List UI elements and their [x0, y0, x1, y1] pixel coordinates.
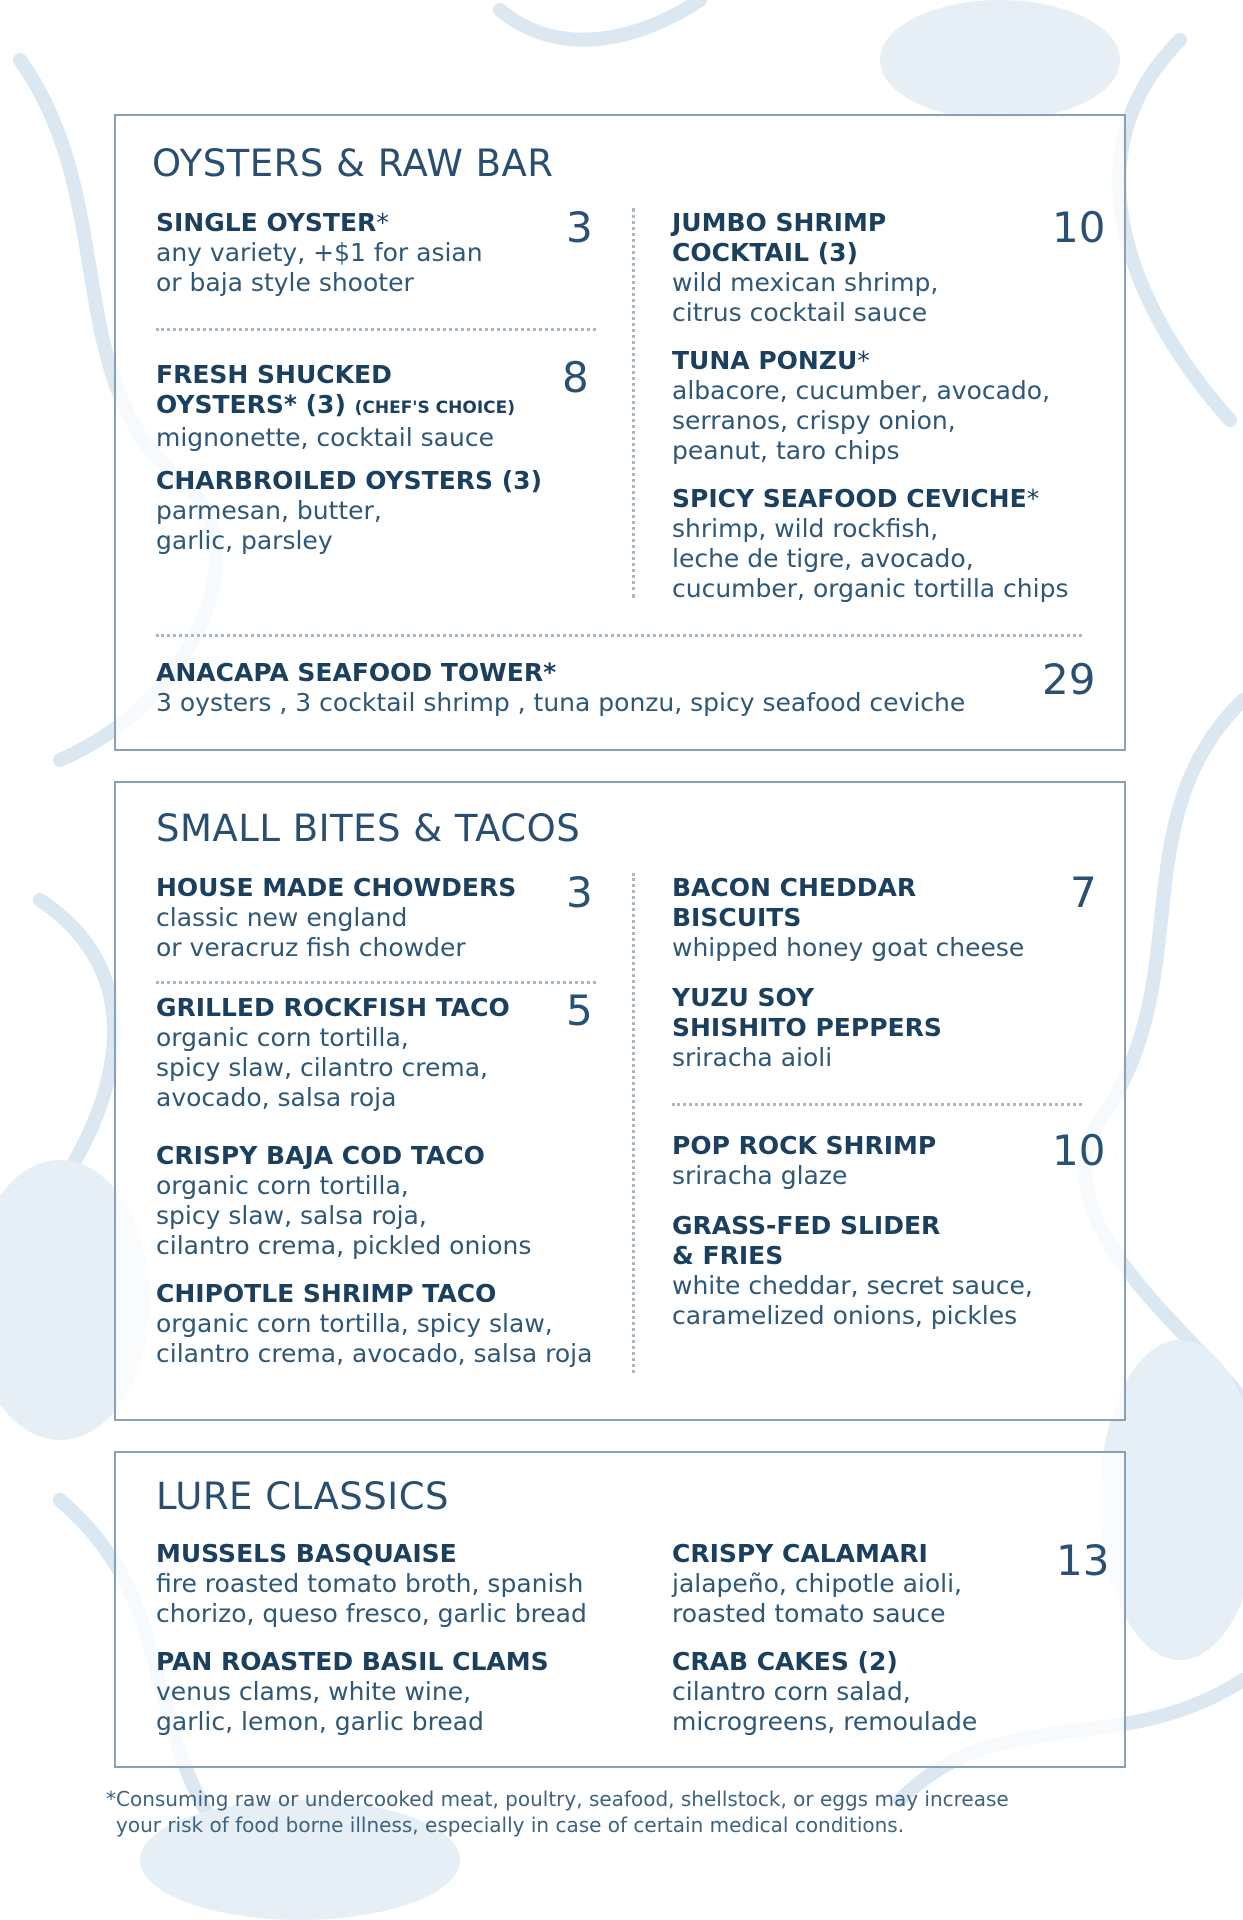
item-name: ANACAPA SEAFOOD TOWER*	[156, 658, 557, 687]
item-name: YUZU SOY	[672, 983, 815, 1012]
disclaimer-line: your risk of food borne illness, especially in case of certain medical conditions.	[116, 1813, 905, 1837]
item-desc: or baja style shooter	[156, 268, 414, 297]
item-name: CHIPOTLE SHRIMP TACO	[156, 1279, 497, 1308]
item-desc: organic corn tortilla,	[156, 1023, 409, 1052]
column-divider	[632, 873, 635, 1373]
menu-item-house-made-chowders	[156, 873, 516, 963]
item-name: GRILLED ROCKFISH TACO	[156, 993, 510, 1022]
item-desc: caramelized onions, pickles	[672, 1301, 1018, 1330]
item-desc: parmesan, butter,	[156, 496, 382, 525]
item-desc: chorizo, queso fresco, garlic bread	[156, 1599, 587, 1628]
item-desc: or veracruz fish chowder	[156, 933, 466, 962]
item-name: GRASS-FED SLIDER	[672, 1211, 941, 1240]
menu-item-chipotle-shrimp-taco	[156, 1279, 592, 1369]
item-desc: venus clams, white wine,	[156, 1677, 472, 1706]
item-price: 3	[566, 203, 593, 252]
dotted-divider	[156, 981, 596, 984]
item-desc: white cheddar, secret sauce,	[672, 1271, 1033, 1300]
item-desc: spicy slaw, salsa roja,	[156, 1201, 427, 1230]
item-price: 10	[1052, 203, 1106, 252]
menu-item-grilled-rockfish-taco	[156, 993, 510, 1113]
item-price: 29	[1042, 655, 1096, 704]
item-desc: whipped honey goat cheese	[672, 933, 1025, 962]
menu-item-bacon-cheddar-biscuits	[672, 873, 1024, 963]
item-name: SINGLE OYSTER	[156, 208, 377, 237]
item-desc: albacore, cucumber, avocado,	[672, 376, 1051, 405]
item-price: 13	[1056, 1536, 1110, 1585]
section-oysters-raw-bar	[114, 114, 1126, 751]
item-desc: serranos, crispy onion,	[672, 406, 956, 435]
menu-item-anacapa-seafood-tower	[156, 658, 965, 718]
item-desc: 3 oysters , 3 cocktail shrimp , tuna ponzu, spicy seafood ceviche	[156, 688, 966, 717]
menu-item-crispy-calamari	[672, 1539, 962, 1629]
item-desc: microgreens, remoulade	[672, 1707, 978, 1736]
item-desc: organic corn tortilla, spicy slaw,	[156, 1309, 553, 1338]
item-desc: sriracha aioli	[672, 1043, 833, 1072]
item-star: *	[1026, 484, 1040, 513]
item-name: SHISHITO PEPPERS	[672, 1013, 942, 1042]
item-note: (CHEF'S CHOICE)	[354, 398, 516, 418]
dotted-divider	[672, 1103, 1082, 1106]
item-name: FRESH SHUCKED	[156, 360, 392, 389]
item-name: CRISPY CALAMARI	[672, 1539, 928, 1568]
item-desc: any variety, +$1 for asian	[156, 238, 483, 267]
item-name: & FRIES	[672, 1241, 784, 1270]
item-name: POP ROCK SHRIMP	[672, 1131, 937, 1160]
section-title: OYSTERS & RAW BAR	[152, 142, 554, 185]
item-desc: cucumber, organic tortilla chips	[672, 574, 1069, 603]
menu-item-mussels-basquaise	[156, 1539, 587, 1629]
section-title: SMALL BITES & TACOS	[156, 807, 581, 850]
menu-item-tuna-ponzu	[672, 346, 1050, 466]
item-desc: cilantro crema, avocado, salsa roja	[156, 1339, 593, 1368]
menu-item-fresh-shucked-oysters	[156, 360, 515, 453]
item-star: *	[376, 208, 389, 237]
item-name: BISCUITS	[672, 903, 802, 932]
health-disclaimer	[106, 1786, 1009, 1838]
menu-item-jumbo-shrimp-cocktail	[672, 208, 938, 328]
item-price: 7	[1070, 868, 1097, 917]
item-name: MUSSELS BASQUAISE	[156, 1539, 457, 1568]
item-price: 10	[1052, 1126, 1106, 1175]
item-name: PAN ROASTED BASIL CLAMS	[156, 1647, 549, 1676]
menu-item-charbroiled-oysters	[156, 466, 542, 556]
menu-item-pop-rock-shrimp	[672, 1131, 936, 1191]
item-name: JUMBO SHRIMP	[672, 208, 887, 237]
item-desc: fire roasted tomato broth, spanish	[156, 1569, 584, 1598]
item-price: 5	[566, 986, 593, 1035]
item-name: OYSTERS* (3)	[156, 390, 346, 419]
item-desc: organic corn tortilla,	[156, 1171, 409, 1200]
column-divider	[632, 208, 635, 598]
item-desc: garlic, lemon, garlic bread	[156, 1707, 484, 1736]
item-desc: cilantro corn salad,	[672, 1677, 911, 1706]
section-title: LURE CLASSICS	[156, 1475, 450, 1518]
disclaimer-line: *Consuming raw or undercooked meat, poultry, seafood, shellstock, or eggs may increase	[106, 1787, 1009, 1811]
item-desc: shrimp, wild rockfish,	[672, 514, 939, 543]
menu-item-crab-cakes	[672, 1647, 977, 1737]
item-name: HOUSE MADE CHOWDERS	[156, 873, 517, 902]
item-desc: mignonette, cocktail sauce	[156, 423, 494, 452]
menu-item-grass-fed-slider-fries	[672, 1211, 1033, 1331]
item-desc: wild mexican shrimp,	[672, 268, 939, 297]
section-small-bites-tacos	[114, 781, 1126, 1421]
item-price: 8	[562, 353, 589, 402]
item-desc: citrus cocktail sauce	[672, 298, 928, 327]
dotted-divider	[156, 634, 1082, 637]
item-desc: roasted tomato sauce	[672, 1599, 946, 1628]
section-lure-classics	[114, 1451, 1126, 1768]
item-name: CRISPY BAJA COD TACO	[156, 1141, 485, 1170]
item-name: SPICY SEAFOOD CEVICHE	[672, 484, 1027, 513]
item-desc: sriracha glaze	[672, 1161, 848, 1190]
item-desc: garlic, parsley	[156, 526, 333, 555]
item-desc: spicy slaw, cilantro crema,	[156, 1053, 489, 1082]
item-desc: avocado, salsa roja	[156, 1083, 397, 1112]
item-name: TUNA PONZU	[672, 346, 858, 375]
item-name: CRAB CAKES (2)	[672, 1647, 898, 1676]
item-name: CHARBROILED OYSTERS (3)	[156, 466, 542, 495]
item-desc: peanut, taro chips	[672, 436, 900, 465]
item-name: COCKTAIL (3)	[672, 238, 858, 267]
menu-item-crispy-baja-cod-taco	[156, 1141, 531, 1261]
menu-item-pan-roasted-basil-clams	[156, 1647, 549, 1737]
item-desc: classic new england	[156, 903, 408, 932]
menu-item-single-oyster	[156, 208, 483, 298]
menu-item-spicy-seafood-ceviche	[672, 484, 1068, 604]
item-star: *	[857, 346, 870, 375]
menu-item-yuzu-soy-shishito-peppers	[672, 983, 942, 1073]
item-desc: leche de tigre, avocado,	[672, 544, 974, 573]
item-desc: cilantro crema, pickled onions	[156, 1231, 532, 1260]
item-price: 3	[566, 868, 593, 917]
dotted-divider	[156, 328, 596, 331]
item-desc: jalapeño, chipotle aioli,	[672, 1569, 962, 1598]
item-name: BACON CHEDDAR	[672, 873, 917, 902]
